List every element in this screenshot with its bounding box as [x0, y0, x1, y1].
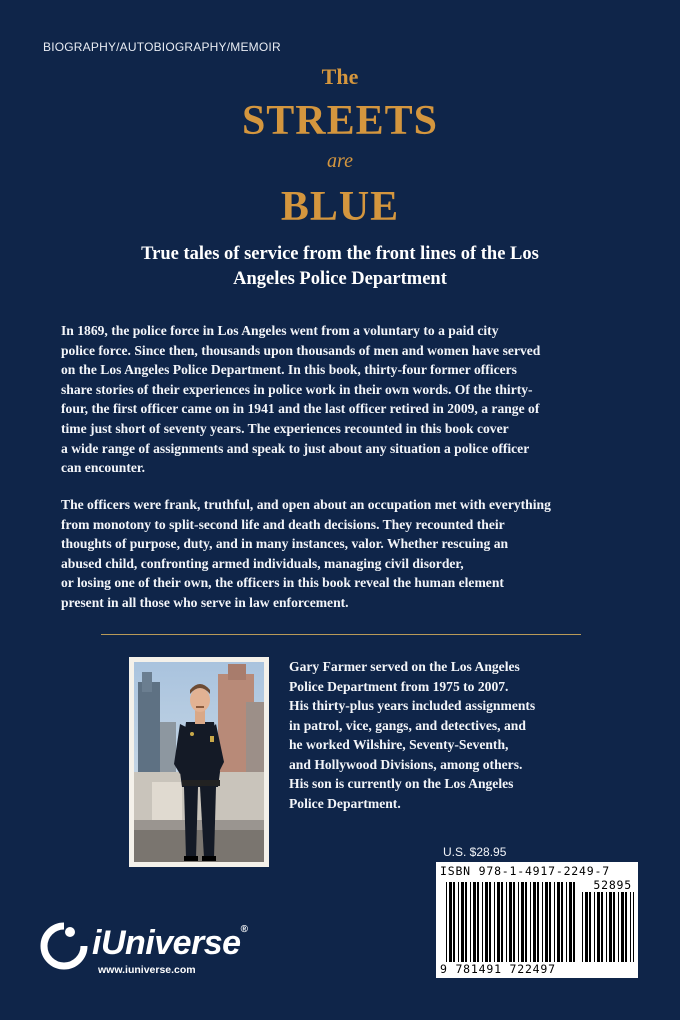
- barcode-bar: [513, 882, 515, 962]
- author-photo: [129, 657, 269, 867]
- barcode-bar: [533, 882, 536, 962]
- barcode-bar: [613, 892, 615, 962]
- barcode-bar: [618, 892, 619, 962]
- isbn-barcode: [436, 862, 638, 978]
- barcode-bar: [597, 892, 600, 962]
- barcode-bar: [573, 882, 575, 962]
- text-line: Police Department.: [289, 795, 401, 811]
- barcode-bar: [449, 882, 452, 962]
- barcode-bar: [477, 882, 479, 962]
- text-line: four, the first officer came on in 1941 and the last officer retired in 2009, a range of: [61, 401, 540, 417]
- text-line: or losing one of their own, the officers in this book reveal the human element: [61, 575, 504, 591]
- barcode-bar: [566, 882, 567, 962]
- barcode-bar: [606, 892, 607, 962]
- title-streets: STREETS: [241, 98, 439, 144]
- barcode-bar: [458, 882, 459, 962]
- description-paragraph-2: [61, 495, 631, 613]
- barcode-bar: [557, 882, 560, 962]
- publisher-logo: [40, 920, 280, 982]
- barcode-bar: [465, 882, 467, 962]
- barcode-bar: [506, 882, 507, 962]
- barcode-bar: [485, 882, 488, 962]
- barcode-bar: [521, 882, 524, 962]
- barcode-bar: [453, 882, 455, 962]
- barcode-bar: [446, 882, 447, 962]
- divider-rule: [101, 634, 581, 635]
- barcode-bar: [594, 892, 595, 962]
- barcode-bar: [518, 882, 519, 962]
- barcode-bar: [554, 882, 555, 962]
- text-line: present in all those who serve in law enforcement.: [61, 594, 349, 610]
- title-the: The: [321, 64, 359, 89]
- text-line: in patrol, vice, gangs, and detectives, and: [289, 717, 526, 733]
- barcode-bar: [621, 892, 624, 962]
- barcode-bar: [630, 892, 631, 962]
- text-line: and Hollywood Divisions, among others.: [289, 756, 523, 772]
- text-line: His son is currently on the Los Angeles: [289, 776, 514, 791]
- registered-mark: ®: [240, 924, 248, 935]
- barcode-bar: [569, 882, 572, 962]
- barcode-digits: 9 781491 722497: [440, 962, 556, 976]
- publisher-url: www.iuniverse.com: [98, 964, 196, 976]
- title-blue: BLUE: [280, 184, 400, 230]
- text-line: abused child, confronting armed individuals, managing civil disorder,: [61, 555, 464, 571]
- text-line: he worked Wilshire, Seventy-Seventh,: [289, 737, 509, 752]
- barcode-bar: [489, 882, 491, 962]
- text-line: from monotony to split-second life and death decisions. They recounted their: [61, 516, 505, 532]
- barcode-bar: [601, 892, 603, 962]
- barcode-bar: [494, 882, 495, 962]
- barcode-bar: [530, 882, 531, 962]
- description-paragraph-1: [61, 321, 631, 478]
- genre-label: BIOGRAPHY/AUTOBIOGRAPHY/MEMOIR: [43, 40, 281, 54]
- text-line: Police Department from 1975 to 2007.: [289, 678, 509, 694]
- barcode-bar: [497, 882, 500, 962]
- text-line: Gary Farmer served on the Los Angeles: [289, 659, 520, 674]
- barcode-bar: [561, 882, 563, 962]
- subtitle: True tales of service from the front lines of the Los Angeles Police Department: [141, 244, 539, 289]
- text-line: The officers were frank, truthful, and open about an occupation met with everything: [61, 497, 551, 512]
- barcode-bar: [633, 892, 634, 962]
- text-line: on the Los Angeles Police Department. In this book, thirty-four former officers: [61, 362, 517, 378]
- text-line: a wide range of assignments and speak to just about any situation a police officer: [61, 440, 530, 456]
- barcode-bar: [582, 892, 583, 962]
- price-label: U.S. $28.95: [443, 845, 507, 859]
- publisher-name: [92, 924, 247, 963]
- barcode-bar: [470, 882, 471, 962]
- text-line: can encounter.: [61, 460, 146, 476]
- text-line: share stories of their experiences in police work in their own words. Of the thirty-: [61, 381, 533, 397]
- barcode-bar: [545, 882, 548, 962]
- iuniverse-swirl-icon: [40, 920, 90, 970]
- barcode-bar: [549, 882, 551, 962]
- text-line: police force. Since then, thousands upon thousands of men and women have served: [61, 342, 541, 358]
- text-line: time just short of seventy years. The experiences recounted in this book cover: [61, 420, 509, 436]
- barcode-bar: [501, 882, 503, 962]
- barcode-bar: [473, 882, 476, 962]
- title-are: are: [327, 150, 353, 172]
- barcode-bar: [625, 892, 627, 962]
- barcode-bar: [525, 882, 527, 962]
- barcode-bar: [585, 892, 588, 962]
- price-code: 52895: [593, 878, 632, 892]
- barcode-bar: [537, 882, 539, 962]
- barcode-bar: [509, 882, 512, 962]
- barcode-bar: [542, 882, 543, 962]
- barcode-bar: [482, 882, 483, 962]
- author-photo-image: [134, 662, 264, 862]
- barcode-bar: [609, 892, 612, 962]
- barcode-bar: [461, 882, 464, 962]
- publisher-name-text: iUniverse: [92, 924, 241, 962]
- author-bio: [289, 657, 589, 813]
- isbn-text: ISBN 978-1-4917-2249-7: [440, 864, 610, 878]
- barcode-bar: [589, 892, 591, 962]
- text-line: In 1869, the police force in Los Angeles went from a voluntary to a paid city: [61, 323, 499, 338]
- text-line: thoughts of purpose, duty, and in many instances, valor. Whether rescuing an: [61, 536, 509, 552]
- text-line: His thirty-plus years included assignments: [289, 698, 536, 713]
